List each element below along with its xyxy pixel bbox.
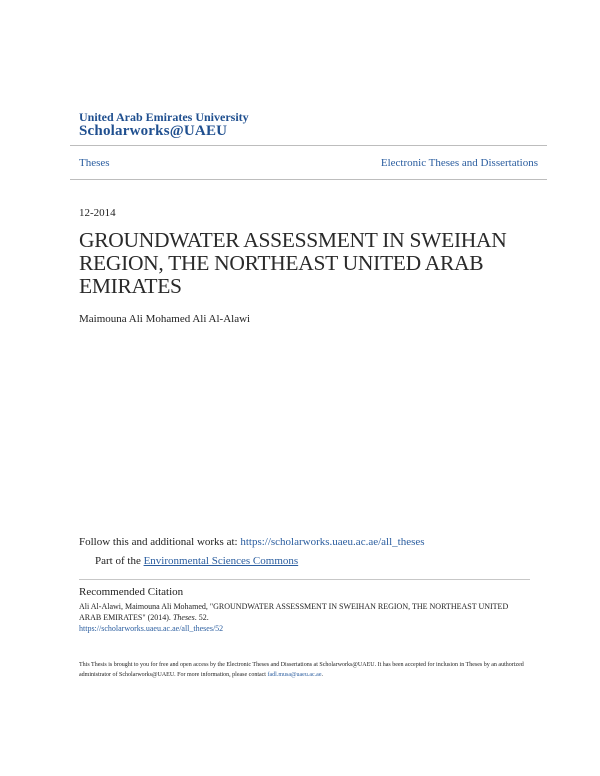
citation-text: Ali Al-Alawi, Maimouna Ali Mohamed, "GROUNDWATER ASSESSMENT IN SWEIHAN REGION, THE NORTHEAST UNITED ARAB EMIRATES" (2014). [79, 602, 509, 622]
environmental-sciences-link[interactable]: Environmental Sciences Commons [143, 555, 299, 567]
contact-email-link[interactable]: fadl.musa@uaeu.ac.ae [267, 672, 322, 678]
university-name: United Arab Emirates University [79, 110, 249, 124]
part-of-line [95, 555, 298, 567]
citation-heading: Recommended Citation [79, 586, 184, 598]
follow-line [79, 536, 425, 548]
citation-series: Theses [172, 613, 195, 622]
author-name: Maimouna Ali Mohamed Ali Al-Alawi [79, 313, 251, 325]
document-title: GROUNDWATER ASSESSMENT IN SWEIHAN REGION, THE NORTHEAST UNITED ARAB EMIRATES [79, 228, 507, 298]
nav-link-theses[interactable]: Theses [79, 157, 110, 169]
nav-link-collection[interactable]: Electronic Theses and Dissertations [380, 157, 538, 169]
follow-url-link[interactable]: https://scholarworks.uaeu.ac.ae/all_theses [240, 536, 425, 548]
footer-end: . [321, 672, 323, 678]
citation-block [79, 601, 519, 634]
footer-text: This Thesis is brought to you for free and open access by the Electronic Theses and Dissertations at Scholarworks@UAEU. It has been accepted for inclusion in Theses by an authorized administrator of Scholarworks@UAEU. For more information, please contact [79, 662, 524, 678]
citation-number: . 52. [194, 613, 209, 622]
publication-date: 12-2014 [79, 207, 116, 219]
repository-name[interactable]: Scholarworks@UAEU [79, 123, 228, 139]
nav-divider [70, 179, 547, 180]
citation-url-link[interactable]: https://scholarworks.uaeu.ac.ae/all_theses/52 [79, 624, 224, 633]
header-divider [70, 145, 547, 146]
citation-divider [79, 579, 530, 580]
follow-label: Follow this and additional works at: [79, 536, 241, 548]
footer-notice [79, 660, 531, 680]
part-of-label: Part of the [95, 555, 144, 567]
